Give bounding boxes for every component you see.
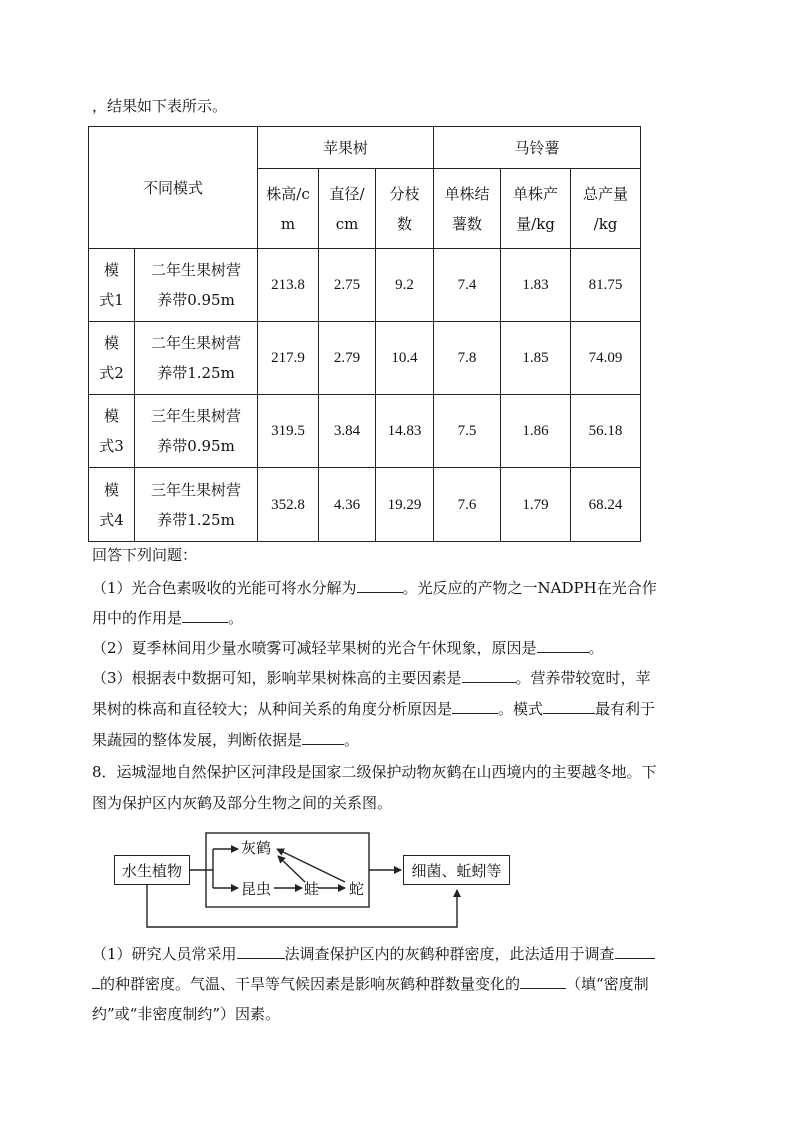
value-cell: 1.79 [501, 468, 571, 542]
mode-cell: 模 式3 [89, 395, 135, 468]
mode-desc-cell: 三年生果树营 养带1.25m [135, 468, 258, 542]
problem-8-line-1: 8．运城湿地自然保护区河津段是国家二级保护动物灰鹤在山西境内的主要越冬地。下 [92, 763, 657, 781]
value-cell: 4.36 [319, 468, 376, 542]
answer-heading: 回答下列问题： [92, 546, 198, 564]
question-2: （2）夏季林间用少量水喷雾可减轻苹果树的光合午休现象，原因是 。 [92, 639, 604, 657]
value-cell: 19.29 [376, 468, 434, 542]
answer-blank[interactable] [357, 578, 403, 593]
mode-cell: 模 式4 [89, 468, 135, 542]
answer-blank[interactable] [520, 974, 566, 989]
mode-cell: 模 式2 [89, 322, 135, 395]
value-cell: 10.4 [376, 322, 434, 395]
food-web-diagram [112, 832, 514, 936]
intro-text: ，结果如下表所示。 [92, 97, 228, 115]
answer-blank[interactable] [615, 944, 655, 959]
value-cell: 81.75 [571, 249, 641, 322]
table-row [89, 249, 641, 322]
question-8-1-line-1: （1）研究人员常采用 法调查保护区内的灰鹤种群密度，此法适用于调查 [92, 944, 655, 964]
apple-group-header: 苹果树 [258, 127, 434, 169]
answer-blank[interactable] [537, 638, 589, 653]
value-cell: 14.83 [376, 395, 434, 468]
value-cell: 68.24 [571, 468, 641, 542]
col-branch-header: 分枝 数 [376, 169, 434, 249]
mode-cell: 模 式1 [89, 249, 135, 322]
consumer-group-box [206, 833, 369, 907]
value-cell: 7.5 [434, 395, 501, 468]
mode-desc-cell: 二年生果树营 养带1.25m [135, 322, 258, 395]
answer-blank[interactable] [237, 944, 285, 959]
frog-node: 蛙 [304, 880, 320, 898]
question-3-line-2: 果树的株高和直径较大；从种间关系的角度分析原因是 。模式 最有利于 [92, 700, 656, 718]
mode-desc-cell: 三年生果树营 养带0.95m [135, 395, 258, 468]
col-diameter-header: 直径/ cm [319, 169, 376, 249]
snake-node: 蛇 [349, 880, 365, 898]
answer-blank[interactable] [92, 974, 100, 989]
value-cell: 1.83 [501, 249, 571, 322]
col-height-header: 株高/c m [258, 169, 319, 249]
crane-node: 灰鹤 [241, 839, 272, 857]
answer-blank[interactable] [452, 699, 498, 714]
answer-blank[interactable] [462, 668, 516, 683]
table-row [89, 322, 641, 395]
value-cell: 7.6 [434, 468, 501, 542]
answer-blank[interactable] [182, 608, 228, 623]
decomposers-node: 细菌、蚯蚓等 [403, 855, 510, 885]
value-cell: 74.09 [571, 322, 641, 395]
table-row [89, 468, 641, 542]
question-1-line-2: 用中的作用是 。 [92, 609, 244, 627]
col-total-header: 总产量 /kg [571, 169, 641, 249]
question-8-1-line-3: 约”或“非密度制约”）因素。 [92, 1005, 281, 1023]
value-cell: 1.86 [501, 395, 571, 468]
value-cell: 352.8 [258, 468, 319, 542]
results-table [88, 126, 641, 542]
answer-blank[interactable] [543, 699, 595, 714]
col-yield-header: 单株产 量/kg [501, 169, 571, 249]
value-cell: 56.18 [571, 395, 641, 468]
value-cell: 7.8 [434, 322, 501, 395]
value-cell: 213.8 [258, 249, 319, 322]
value-cell: 2.79 [319, 322, 376, 395]
col-tubers-header: 单株结 薯数 [434, 169, 501, 249]
value-cell: 7.4 [434, 249, 501, 322]
question-3-line-3: 果蔬园的整体发展，判断依据是 。 [92, 731, 360, 749]
question-1-line-1: （1）光合色素吸收的光能可将水分解为 。光反应的产物之一NADPH在光合作 [92, 579, 657, 597]
aquatic-plants-node: 水生植物 [114, 855, 190, 885]
value-cell: 217.9 [258, 322, 319, 395]
value-cell: 2.75 [319, 249, 376, 322]
problem-8-line-2: 图为保护区内灰鹤及部分生物之间的关系图。 [92, 794, 393, 812]
value-cell: 1.85 [501, 322, 571, 395]
table-row [89, 395, 641, 468]
value-cell: 3.84 [319, 395, 376, 468]
value-cell: 9.2 [376, 249, 434, 322]
potato-group-header: 马铃薯 [434, 127, 641, 169]
mode-desc-cell: 二年生果树营 养带0.95m [135, 249, 258, 322]
value-cell: 319.5 [258, 395, 319, 468]
mode-header: 不同模式 [89, 127, 258, 249]
question-8-1-line-2: 的种群密度。气温、干旱等气候因素是影响灰鹤种群数量变化的 （填“密度制 [92, 974, 649, 994]
question-3-line-1: （3）根据表中数据可知，影响苹果树株高的主要因素是 。营养带较宽时，苹 [92, 669, 651, 687]
insect-node: 昆虫 [241, 880, 272, 898]
answer-blank[interactable] [302, 730, 344, 745]
